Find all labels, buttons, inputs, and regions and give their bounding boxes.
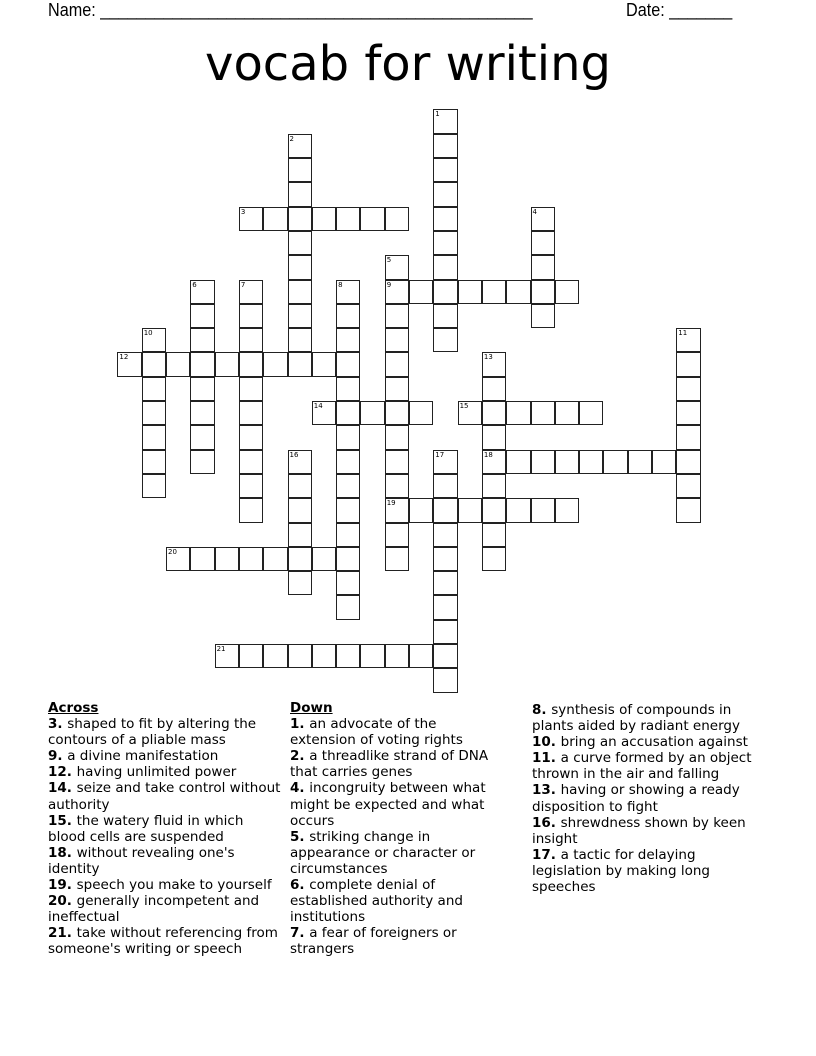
grid-cell[interactable] [117,352,141,376]
grid-cell[interactable] [336,498,360,522]
clue-item [290,716,504,748]
grid-cell[interactable] [433,134,457,158]
clue-item [48,813,284,845]
grid-cell[interactable] [190,425,214,449]
clue-item [532,702,768,734]
grid-cell[interactable] [676,401,700,425]
clue-text: the watery fluid in which blood cells are suspended [48,812,244,845]
grid-cell[interactable] [531,401,555,425]
grid-cell[interactable] [482,425,506,449]
grid-cell[interactable] [385,280,409,304]
grid-cell[interactable] [433,109,457,133]
grid-cell[interactable] [433,158,457,182]
grid-cell[interactable] [676,498,700,522]
grid-cell[interactable] [190,328,214,352]
clue-item [290,829,504,877]
grid-cell[interactable] [433,207,457,231]
grid-cell[interactable] [288,644,312,668]
grid-cell[interactable] [142,328,166,352]
grid-cell[interactable] [360,644,384,668]
clue-text: complete denial of established authority and institutions [290,877,463,926]
grid-cell[interactable] [409,401,433,425]
grid-cell[interactable] [433,304,457,328]
clue-item [48,925,284,957]
clue-number: 17. [532,846,561,863]
clue-number: 7. [290,925,310,942]
grid-cell[interactable] [239,547,263,571]
clue-text: speech you make to yourself [76,877,272,894]
grid-cell[interactable] [555,498,579,522]
clue-item [532,750,768,782]
grid-cell[interactable] [312,352,336,376]
grid-cell[interactable] [506,498,530,522]
grid-cell[interactable] [288,280,312,304]
grid-cell[interactable] [531,498,555,522]
cell-number: 17 [435,450,445,459]
grid-cell[interactable] [433,620,457,644]
grid-cell[interactable] [190,450,214,474]
grid-cell[interactable] [531,450,555,474]
clue-text: striking change in appearance or character or circumstances [290,828,476,877]
clue-text: having or showing a ready disposition to fight [532,782,740,815]
grid-cell[interactable] [555,280,579,304]
clue-text: take without referencing from someone's writing or speech [48,925,278,958]
grid-cell[interactable] [336,595,360,619]
clue-text: a curve formed by an object thrown in the air and falling [532,750,752,783]
grid-cell[interactable] [385,207,409,231]
cell-number: 10 [143,329,153,338]
grid-cell[interactable] [385,450,409,474]
grid-cell[interactable] [239,474,263,498]
clue-item [290,780,504,828]
grid-cell[interactable] [482,523,506,547]
grid-cell[interactable] [288,182,312,206]
name-field[interactable]: Name: ________________________________________________ [48,0,533,20]
cell-number: 16 [289,450,299,459]
clue-item [48,748,284,764]
clue-item [290,925,504,957]
grid-cell[interactable] [166,352,190,376]
clue-text: seize and take control without authority [48,780,281,813]
clue-item [532,782,768,814]
grid-cell[interactable] [142,401,166,425]
clue-number: 9. [48,748,68,765]
cell-number: 13 [483,353,493,362]
grid-cell[interactable] [336,352,360,376]
grid-cell[interactable] [676,425,700,449]
grid-cell[interactable] [142,352,166,376]
grid-cell[interactable] [336,425,360,449]
grid-cell[interactable] [482,474,506,498]
clue-number: 12. [48,764,77,781]
grid-cell[interactable] [336,644,360,668]
grid-cell[interactable] [288,474,312,498]
grid-cell[interactable] [336,571,360,595]
grid-cell[interactable] [385,425,409,449]
grid-cell[interactable] [239,328,263,352]
grid-cell[interactable] [676,377,700,401]
clue-item [48,877,284,893]
grid-cell[interactable] [336,450,360,474]
grid-cell[interactable] [263,352,287,376]
grid-cell[interactable] [482,377,506,401]
page-title: vocab for writing [205,36,611,92]
grid-cell[interactable] [433,644,457,668]
clue-text: a divine manifestation [67,748,219,765]
grid-cell[interactable] [215,644,239,668]
grid-cell[interactable] [288,547,312,571]
grid-cell[interactable] [385,352,409,376]
grid-cell[interactable] [288,328,312,352]
grid-cell[interactable] [531,255,555,279]
clue-text: a fear of foreigners or strangers [290,925,457,958]
grid-cell[interactable] [676,352,700,376]
grid-cell[interactable] [336,328,360,352]
clue-item [532,734,768,750]
clue-text: shaped to fit by altering the contours of a pliable mass [48,716,257,749]
grid-cell[interactable] [385,498,409,522]
grid-cell[interactable] [458,498,482,522]
cell-number: 15 [459,402,469,410]
clue-number: 21. [48,925,77,942]
grid-cell[interactable] [482,280,506,304]
grid-cell[interactable] [336,474,360,498]
clue-text: incongruity between what might be expected and what occurs [290,780,486,829]
clue-number: 16. [532,814,561,831]
grid-cell[interactable] [676,474,700,498]
clue-text: shrewdness shown by keen insight [532,814,746,847]
grid-cell[interactable] [239,425,263,449]
grid-cell[interactable] [239,352,263,376]
grid-cell[interactable] [215,352,239,376]
grid-cell[interactable] [312,207,336,231]
grid-cell[interactable] [336,547,360,571]
down-clues [290,700,504,958]
grid-cell[interactable] [288,134,312,158]
grid-cell[interactable] [506,280,530,304]
grid-cell[interactable] [336,304,360,328]
cell-number: 18 [483,450,493,459]
grid-cell[interactable] [360,401,384,425]
grid-cell[interactable] [239,207,263,231]
clue-number: 15. [48,812,77,829]
grid-cell[interactable] [336,207,360,231]
grid-cell[interactable] [385,401,409,425]
grid-cell[interactable] [482,498,506,522]
grid-cell[interactable] [409,644,433,668]
grid-cell[interactable] [312,644,336,668]
clue-text: an advocate of the extension of voting rights [290,716,463,749]
grid-cell[interactable] [555,450,579,474]
cell-number: 7 [240,280,246,289]
grid-cell[interactable] [239,280,263,304]
grid-cell[interactable] [676,450,700,474]
grid-cell[interactable] [288,523,312,547]
grid-cell[interactable] [215,547,239,571]
grid-cell[interactable] [385,523,409,547]
cell-number: 20 [168,547,177,556]
grid-cell[interactable] [433,255,457,279]
grid-cell[interactable] [385,644,409,668]
grid-cell[interactable] [360,207,384,231]
grid-cell[interactable] [166,547,190,571]
grid-cell[interactable] [628,450,652,474]
grid-cell[interactable] [190,377,214,401]
clue-number: 18. [48,844,77,861]
clue-number: 14. [48,780,77,797]
grid-cell[interactable] [336,377,360,401]
grid-cell[interactable] [336,523,360,547]
clue-number: 20. [48,893,77,910]
grid-cell[interactable] [433,450,457,474]
grid-cell[interactable] [676,328,700,352]
clue-item [48,764,284,780]
cell-number: 14 [313,402,323,410]
clue-item [48,780,284,812]
cell-number: 19 [386,499,396,508]
grid-cell[interactable] [433,280,457,304]
clue-item [48,893,284,925]
clue-text: bring an accusation against [560,734,748,751]
grid-cell[interactable] [239,401,263,425]
cell-number: 4 [532,207,537,216]
grid-cell[interactable] [239,498,263,522]
grid-cell[interactable] [482,450,506,474]
grid-cell[interactable] [385,547,409,571]
down-heading: Down [290,700,333,716]
grid-cell[interactable] [555,401,579,425]
clue-text: without revealing one's identity [48,844,235,877]
grid-cell[interactable] [433,523,457,547]
grid-cell[interactable] [263,207,287,231]
clue-item [48,716,284,748]
grid-cell[interactable] [288,352,312,376]
grid-cell[interactable] [288,231,312,255]
grid-cell[interactable] [458,401,482,425]
clue-number: 2. [290,748,310,765]
cell-number: 2 [289,134,294,143]
grid-cell[interactable] [482,547,506,571]
grid-cell[interactable] [288,571,312,595]
clue-number: 19. [48,877,77,894]
clue-text: generally incompetent and ineffectual [48,893,260,926]
grid-cell[interactable] [506,450,530,474]
grid-cell[interactable] [288,158,312,182]
clue-number: 8. [532,702,552,718]
grid-cell[interactable] [531,304,555,328]
grid-cell[interactable] [288,304,312,328]
across-heading: Across [48,700,99,716]
grid-cell[interactable] [603,450,627,474]
grid-cell[interactable] [531,280,555,304]
grid-cell[interactable] [506,401,530,425]
grid-cell[interactable] [385,304,409,328]
grid-cell[interactable] [579,401,603,425]
grid-cell[interactable] [239,377,263,401]
clue-item [48,845,284,877]
grid-cell[interactable] [433,595,457,619]
clue-item [532,815,768,847]
cell-number: 21 [216,645,226,653]
across-clues [48,700,284,958]
grid-cell[interactable] [531,231,555,255]
grid-cell[interactable] [433,231,457,255]
grid-cell[interactable] [579,450,603,474]
clue-text: a threadlike strand of DNA that carries genes [290,748,489,781]
clue-number: 10. [532,734,561,751]
cell-number: 11 [678,329,688,338]
clue-number: 1. [290,716,310,733]
grid-cell[interactable] [312,401,336,425]
grid-cell[interactable] [190,401,214,425]
grid-cell[interactable] [142,450,166,474]
cell-number: 8 [338,280,343,289]
clue-text: a tactic for delaying legislation by making long speeches [532,846,710,896]
cell-number: 3 [240,207,246,216]
grid-cell[interactable] [263,644,287,668]
cell-number: 1 [435,110,440,119]
grid-cell[interactable] [458,280,482,304]
grid-cell[interactable] [433,668,457,692]
clue-item [290,877,504,925]
grid-cell[interactable] [288,207,312,231]
grid-cell[interactable] [385,377,409,401]
grid-cell[interactable] [190,547,214,571]
grid-cell[interactable] [409,498,433,522]
grid-cell[interactable] [190,352,214,376]
crossword-grid [118,110,718,710]
cell-number: 6 [192,280,197,289]
grid-cell[interactable] [239,450,263,474]
date-field[interactable]: Date: _______ [626,0,733,20]
clue-number: 11. [532,750,561,767]
clue-item [290,748,504,780]
grid-cell[interactable] [433,474,457,498]
grid-cell[interactable] [385,255,409,279]
clue-text: having unlimited power [76,764,237,781]
clue-number: 4. [290,780,310,797]
grid-cell[interactable] [433,571,457,595]
grid-cell[interactable] [288,498,312,522]
cell-number: 5 [386,256,392,265]
grid-cell[interactable] [482,401,506,425]
grid-cell[interactable] [239,644,263,668]
grid-cell[interactable] [142,377,166,401]
grid-cell[interactable] [288,450,312,474]
cell-number: 9 [386,280,392,289]
grid-cell[interactable] [142,474,166,498]
cell-number: 12 [119,353,129,362]
grid-cell[interactable] [385,328,409,352]
grid-cell[interactable] [385,474,409,498]
clue-item [532,847,768,895]
grid-cell[interactable] [531,207,555,231]
grid-cell[interactable] [263,547,287,571]
clue-number: 13. [532,782,561,799]
clue-number: 5. [290,828,310,845]
grid-cell[interactable] [482,352,506,376]
grid-cell[interactable] [312,547,336,571]
grid-cell[interactable] [652,450,676,474]
clue-text: synthesis of compounds in plants aided by radiant energy [532,702,740,735]
grid-cell[interactable] [433,182,457,206]
grid-cell[interactable] [433,498,457,522]
grid-cell[interactable] [190,304,214,328]
down-clues-continued [532,702,768,895]
grid-cell[interactable] [239,304,263,328]
grid-cell[interactable] [288,255,312,279]
grid-cell[interactable] [142,425,166,449]
clue-number: 3. [48,716,68,733]
grid-cell[interactable] [336,401,360,425]
grid-cell[interactable] [409,280,433,304]
grid-cell[interactable] [433,328,457,352]
grid-cell[interactable] [190,280,214,304]
grid-cell[interactable] [433,547,457,571]
clue-number: 6. [290,877,310,894]
grid-cell[interactable] [336,280,360,304]
